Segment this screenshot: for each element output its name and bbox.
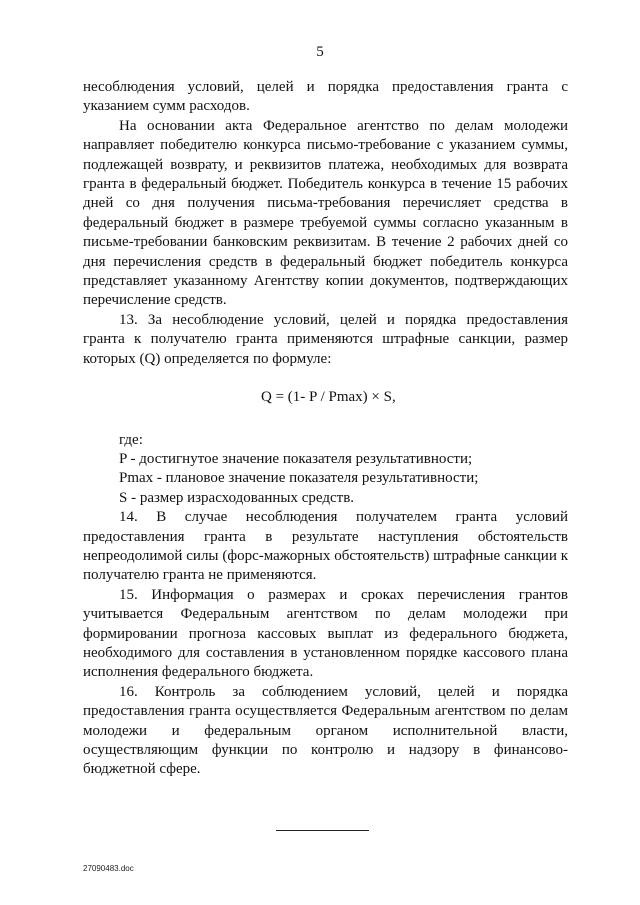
paragraph-14: 14. В случае несоблюдения получателем гранта условий предоставления гранта в результате наступления обстоятельств непреодолимой силы (форс-мажорных обстоятельств) штрафные санкции к получателю гранта не применяются.	[83, 509, 568, 584]
definition-p: P - достигнутое значение показателя результативности;	[119, 450, 473, 467]
definition-pmax: Pmax - плановое значение показателя результативности;	[119, 470, 479, 487]
penalty-formula: Q = (1- P / Pmax) × S,	[261, 389, 396, 406]
paragraph-refund: На основании акта Федеральное агентство по делам молодежи направляет победителю конкурса письмо-требование с указанием суммы, подлежащей возврату, и реквизитов платежа, необходимых для возврата гранта в федеральный бюджет. Победитель конкурса в течение 15 рабочих дней со дня получения письма-требования перечисляет средства в федеральный бюджет в размере требуемой суммы согласно указанным в письме-требовании банковским реквизитам. В течение 2 рабочих дней со дня перечисления средств в федеральный бюджет победитель конкурса представляет указанному Агентству копии документов, подтверждающих перечисление средств.	[83, 117, 568, 309]
definition-s: S - размер израсходованных средств.	[119, 489, 355, 506]
document-body	[83, 78, 568, 780]
paragraph-16: 16. Контроль за соблюдением условий, целей и порядка предоставления гранта осуществляется Федеральным агентством по делам молодежи и федеральным органом исполнительной власти, осуществляющим функции по контролю и надзору в финансово-бюджетной сфере.	[83, 683, 568, 778]
paragraph-13: 13. За несоблюдение условий, целей и порядка предоставления гранта к получателю гранта применяются штрафные санкции, размер которых (Q) определяется по формуле:	[83, 311, 568, 367]
page-number: 5	[316, 44, 324, 60]
footer-filename: 27090483.doc	[83, 864, 134, 873]
paragraph-continuation: несоблюдения условий, целей и порядка предоставления гранта с указанием сумм расходов.	[83, 79, 568, 115]
end-divider	[276, 830, 369, 831]
paragraph-15: 15. Информация о размерах и сроках перечисления грантов учитывается Федеральным агентством по делам молодежи при формировании прогноза кассовых выплат из федерального бюджета, необходимого для составления в установленном порядке кассового плана исполнения федерального бюджета.	[83, 586, 568, 681]
where-label: где:	[119, 431, 143, 448]
